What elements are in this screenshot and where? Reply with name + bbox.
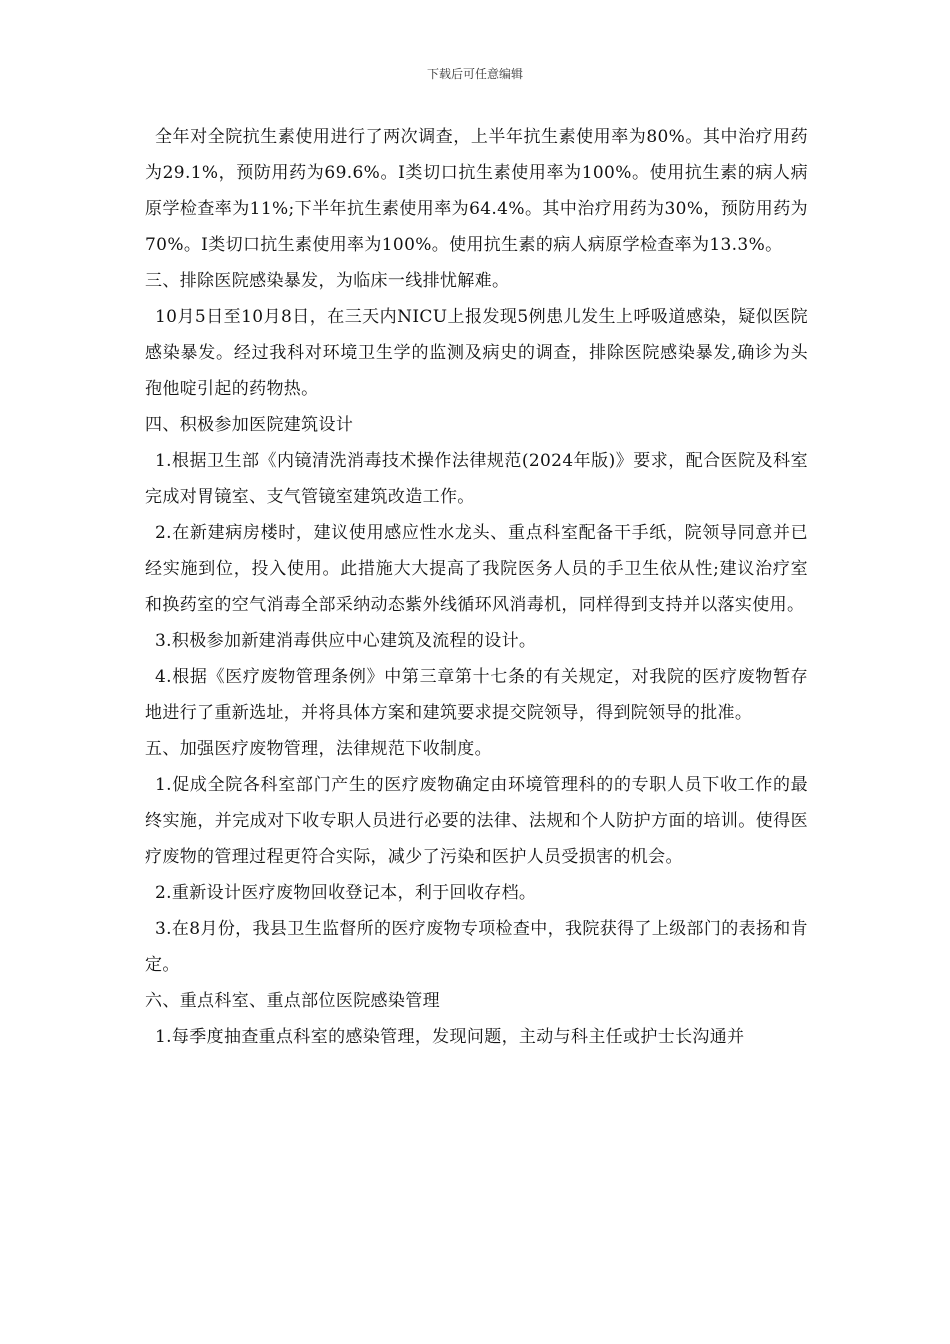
paragraph-nicu-outbreak: 10月5日至10月8日，在三天内NICU上报发现5例患儿发生上呼吸道感染，疑似医院感染暴发。经过我科对环境卫生学的监测及病史的调查，排除医院感染暴发,确诊为头孢他啶引起的药物热。 [145, 307, 808, 399]
section-heading-6: 六、重点科室、重点部位医院感染管理 [145, 991, 440, 1011]
paragraph-item-4-1: 1.根据卫生部《内镜清洗消毒技术操作法律规范(2024年版)》要求，配合医院及科室完成对胃镜室、支气管镜室建筑改造工作。 [145, 451, 808, 507]
section-heading-4: 四、积极参加医院建筑设计 [145, 415, 354, 435]
document-body [145, 119, 808, 1055]
section-heading-3: 三、排除医院感染暴发，为临床一线排忧解难。 [145, 271, 510, 291]
paragraph-item-5-3: 3.在8月份，我县卫生监督所的医疗废物专项检查中，我院获得了上级部门的表扬和肯定。 [145, 919, 808, 975]
paragraph-item-4-3: 3.积极参加新建消毒供应中心建筑及流程的设计。 [155, 631, 537, 651]
paragraph-item-4-2: 2.在新建病房楼时，建议使用感应性水龙头、重点科室配备干手纸，院领导同意并已经实施到位，投入使用。此措施大大提高了我院医务人员的手卫生依从性;建议治疗室和换药室的空气消毒全部采纳动态紫外线循环风消毒机，同样得到支持并以落实使用。 [145, 523, 808, 615]
paragraph-item-6-1: 1.每季度抽查重点科室的感染管理，发现问题，主动与科主任或护士长沟通并 [155, 1027, 745, 1047]
section-heading-5: 五、加强医疗废物管理，法律规范下收制度。 [145, 739, 492, 759]
paragraph-item-5-2: 2.重新设计医疗废物回收登记本，利于回收存档。 [155, 883, 537, 903]
paragraph-item-5-1: 1.促成全院各科室部门产生的医疗废物确定由环境管理科的的专职人员下收工作的最终实施，并完成对下收专职人员进行必要的法律、法规和个人防护方面的培训。使得医疗废物的管理过程更符合实际，减少了污染和医护人员受损害的机会。 [145, 775, 808, 867]
paragraph-item-4-4: 4.根据《医疗废物管理条例》中第三章第十七条的有关规定，对我院的医疗废物暂存地进行了重新选址，并将具体方案和建筑要求提交院领导，得到院领导的批准。 [145, 667, 808, 723]
paragraph-antibiotic-survey: 全年对全院抗生素使用进行了两次调查，上半年抗生素使用率为80%。其中治疗用药为29.1%，预防用药为69.6%。I类切口抗生素使用率为100%。使用抗生素的病人病原学检查率为11%;下半年抗生素使用率为64.4%。其中治疗用药为30%，预防用药为70%。I类切口抗生素使用率为100%。使用抗生素的病人病原学检查率为13.3%。 [145, 127, 808, 255]
page-header: 下载后可任意编辑 [426, 67, 523, 81]
